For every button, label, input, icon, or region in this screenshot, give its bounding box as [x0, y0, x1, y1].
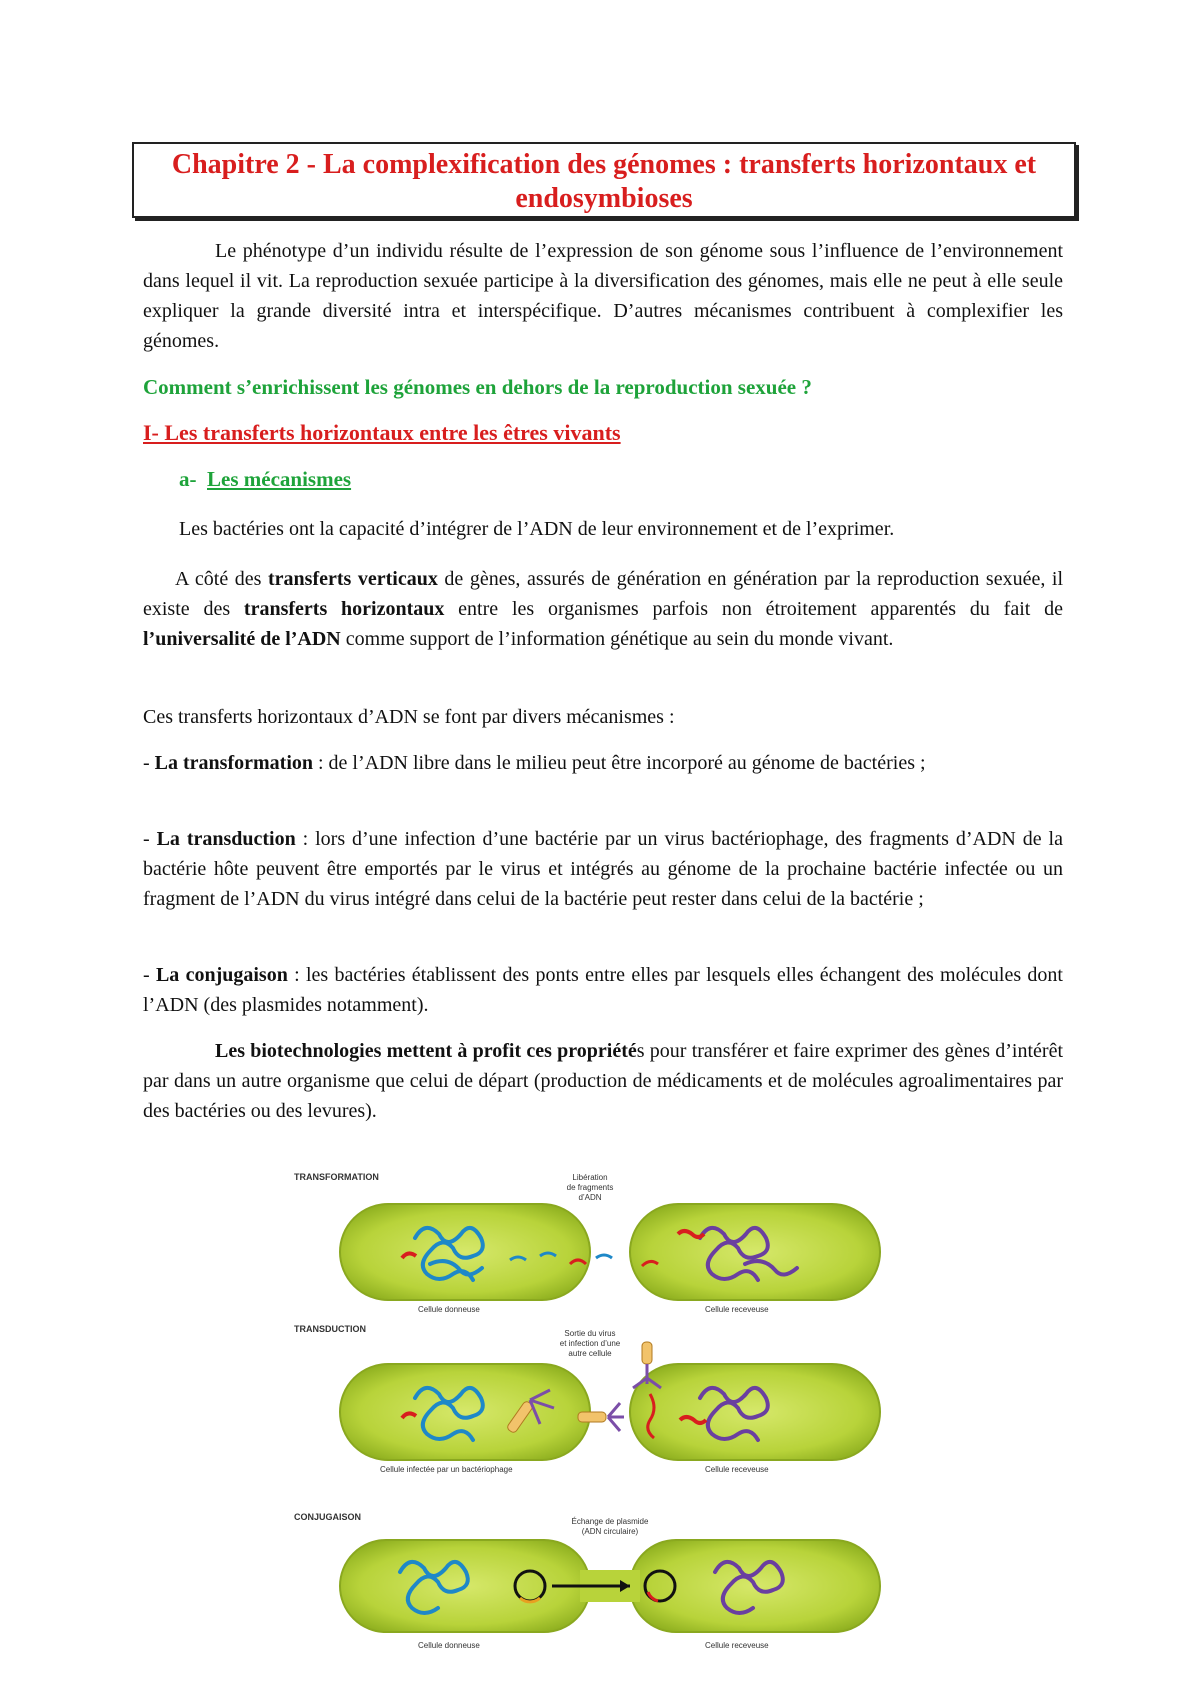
transfers-text-4: comme support de l’information génétique au sein du monde vivant.	[340, 628, 894, 650]
transformation-right-caption: Cellule receveuse	[705, 1305, 769, 1314]
transformation-text: : de l’ADN libre dans le milieu peut être incorporé au génome de bactéries ;	[313, 752, 926, 774]
transfers-block	[143, 564, 1063, 654]
transduction-left-caption: Cellule infectée par un bactériophage	[380, 1465, 513, 1474]
transduction-note-2: et infection d’une	[559, 1339, 621, 1348]
subsection-marker: a-	[179, 467, 197, 491]
bacteria-block	[143, 514, 1063, 544]
mechanism-transduction	[143, 824, 1063, 914]
guiding-question: Comment s’enrichissent les génomes en dehors de la reproduction sexuée ?	[143, 375, 812, 399]
dna-universality-term: l’universalité de l’ADN	[143, 628, 341, 650]
figure-svg	[290, 1168, 910, 1668]
conjugaison-text: : les bactéries établissent des ponts entre elles par lesquels elles échangent des molécules dont l’ADN (des plasmides notamment).	[143, 964, 1063, 1016]
donor-cell	[340, 1204, 590, 1300]
title-box	[132, 142, 1076, 218]
mechanisms-intro-block	[143, 702, 1063, 732]
section-heading-block	[143, 418, 1063, 448]
conjugaison-heading: CONJUGAISON	[294, 1512, 362, 1522]
list-dash: -	[143, 964, 156, 986]
conjugaison-left-caption: Cellule donneuse	[418, 1641, 480, 1650]
free-dna-fragment	[596, 1255, 612, 1258]
horizontal-transfers-term: transferts horizontaux	[243, 598, 445, 620]
biotech-bold: Les biotechnologies mettent à profit ces propriété	[215, 1040, 637, 1062]
transformation-heading: TRANSFORMATION	[294, 1172, 379, 1182]
biotech-paragraph	[143, 1036, 1063, 1126]
transduction-heading: TRANSDUCTION	[294, 1324, 366, 1334]
mechanism-transformation-block	[143, 748, 1063, 778]
transfer-mechanisms-figure	[290, 1168, 910, 1668]
transduction-note-3: autre cellule	[568, 1349, 612, 1358]
conjugaison-right-caption: Cellule receveuse	[705, 1641, 769, 1650]
subsection-label: Les mécanismes	[207, 467, 352, 491]
transfers-text-1: A côté des	[175, 568, 268, 590]
transfers-paragraph	[143, 564, 1063, 654]
intro-paragraph: Le phénotype d’un individu résulte de l’expression de son génome sous l’influence de l’environnement dans lequel il vit. La reproduction sexuée participe à la diversification des génomes, mais elle ne peut à elle seule expliquer la grande diversité intra et interspécifique. D’autres mécanismes contribuent à complexifier les génomes.	[143, 240, 1063, 352]
list-dash: -	[143, 752, 155, 774]
transduction-right-caption: Cellule receveuse	[705, 1465, 769, 1474]
transduction-note-1: Sortie du virus	[564, 1329, 616, 1338]
list-dash: -	[143, 828, 157, 850]
mechanisms-intro: Ces transferts horizontaux d’ADN se font par divers mécanismes :	[143, 706, 675, 728]
bacteria-paragraph: Les bactéries ont la capacité d’intégrer de l’ADN de leur environnement et de l’exprimer.	[179, 518, 895, 540]
mechanism-transformation	[143, 748, 1063, 778]
subsection-heading-block	[143, 464, 1099, 494]
recipient-cell	[630, 1204, 880, 1300]
question-block	[143, 372, 1063, 402]
conjugaison-term: La conjugaison	[155, 964, 288, 986]
subsection-heading-a	[179, 464, 1099, 494]
biotech-block	[143, 1036, 1063, 1126]
conjugaison-note-2: (ADN circulaire)	[581, 1527, 639, 1536]
recipient-cell	[630, 1364, 880, 1460]
transformation-note-2: de fragments	[566, 1183, 614, 1192]
transformation-note-3: d’ADN	[578, 1193, 602, 1202]
main-text	[143, 236, 1063, 356]
mechanism-conjugaison	[143, 960, 1063, 1020]
transformation-left-caption: Cellule donneuse	[418, 1305, 480, 1314]
mechanism-conjugaison-block	[143, 960, 1063, 1020]
transformation-term: La transformation	[154, 752, 313, 774]
transfers-text-2: de gènes, assurés de génération en génération par la reproduction sexuée, il existe des	[143, 568, 1063, 620]
mechanism-transduction-block	[143, 824, 1063, 914]
transfers-text-3: entre les organismes parfois non étroitement apparentés du fait de	[444, 598, 1063, 620]
biotech-text: s pour transférer et faire exprimer des gènes d’intérêt par dans un autre organisme que celui de départ (production de médicaments et de molécules agroalimentaires par des bactéries ou des levures).	[143, 1040, 1064, 1122]
page-title: Chapitre 2 - La complexification des génomes : transferts horizontaux et endosymbioses	[171, 149, 1037, 214]
transduction-text: : lors d’une infection d’une bactérie par un virus bactériophage, des fragments d’ADN de la bactérie hôte peuvent être emportés par le virus et intégrés au génome de la prochaine bactérie infectée ou un fragment de l’ADN du virus intégré dans celui de la bactérie peut rester dans celui de la bactérie ;	[143, 828, 1063, 910]
section-heading-1: I- Les transferts horizontaux entre les êtres vivants	[143, 420, 621, 445]
transduction-term: La transduction	[156, 828, 296, 850]
transformation-note-1: Libération	[572, 1173, 608, 1182]
conjugaison-note-1: Échange de plasmide	[571, 1517, 649, 1526]
infected-cell	[340, 1364, 590, 1460]
vertical-transfers-term: transferts verticaux	[268, 568, 438, 590]
